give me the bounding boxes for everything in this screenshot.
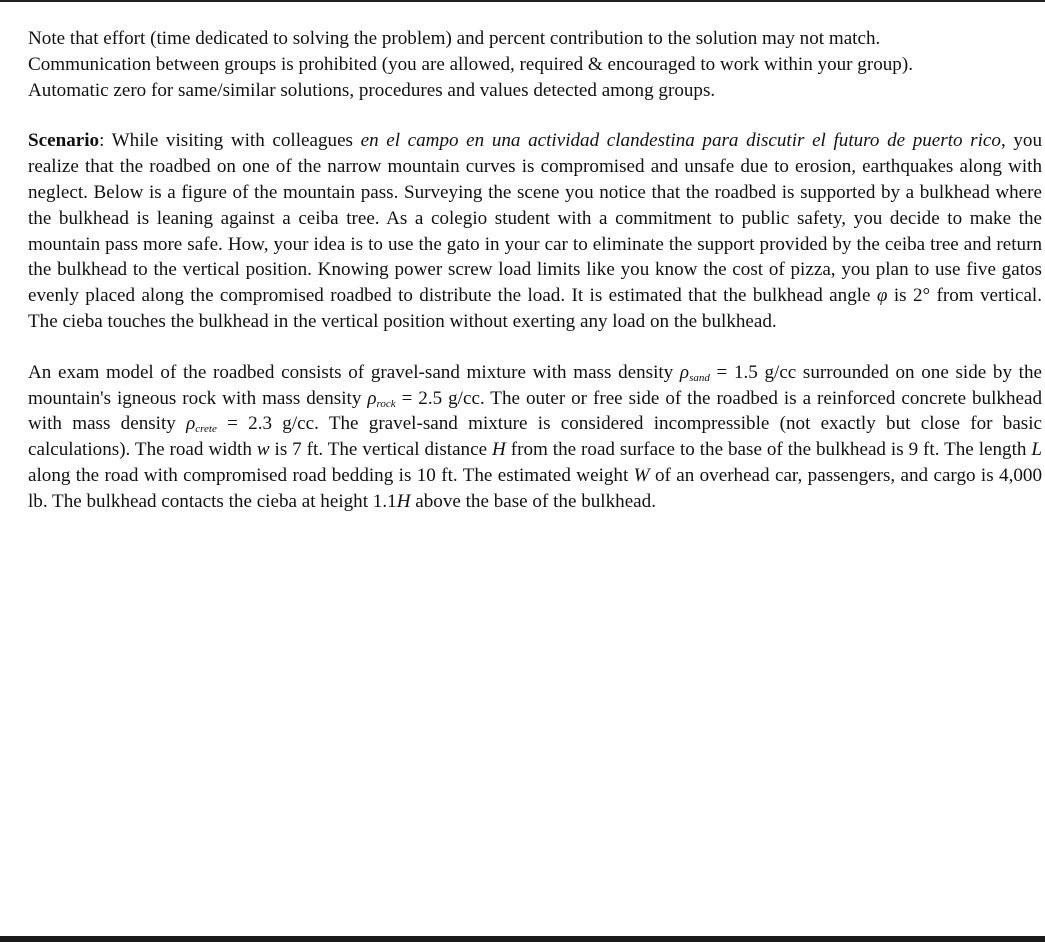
W-variable: W xyxy=(633,464,650,486)
rho-crete-symbol: ρ xyxy=(186,413,196,435)
model-text-3: = 2.5 g/cc. The outer or free side of the roadbed is a reinforced concrete bulkhead with mass density xyxy=(28,387,1043,435)
scenario-text-3: is 2° from vertical. The cieba touches the bulkhead in the vertical position without exerting any load on the bulkhead. xyxy=(28,285,1042,332)
bottom-border-line xyxy=(0,936,1045,942)
scenario-text-1: While visiting with colleagues xyxy=(104,130,361,152)
scenario-colon: : xyxy=(99,130,105,152)
rho-sand-symbol: ρ xyxy=(679,361,690,383)
note-line-automatic-zero: Automatic zero for same/similar solutions, procedures and values detected among groups. xyxy=(28,79,716,101)
model-text-8: of an overhead car, passengers, and cargo is 4,000 lb. The bulkhead contacts the cieba at height 1.1 xyxy=(28,464,1042,512)
scenario-text-2: , you realize that the roadbed on one of the narrow mountain curves is compromised and unsafe due to erosion, earthquakes along with neglect. Below is a figure of the mountain pass. Surveying the scene you notice that the roadbed is supported by a bulkhead where the bulkhead is leaning against a ceiba tree. As a colegio student with a commitment to public safety, you decide to make the mountain pass more safe. How, your idea is to use the gato in your car to eliminate the support provided by the ceiba tree and return the bulkhead to the vertical position. Knowing power screw load limits like you know the cost of pizza, you plan to use five gatos evenly placed along the compromised roadbed to distribute the load. It is estimated that the bulkhead angle xyxy=(28,130,1042,307)
rho-rock-subscript: rock xyxy=(376,397,396,410)
problem-document xyxy=(28,26,1042,515)
H-variable: H xyxy=(492,439,506,461)
H-variable-contact: H xyxy=(396,490,411,512)
note-line-communication: Communication between groups is prohibited (you are allowed, required & encouraged to work within your group). xyxy=(28,53,913,75)
model-text-7: along the road with compromised road bedding is 10 ft. The estimated weight xyxy=(28,464,634,486)
rho-sand-subscript: sand xyxy=(689,371,710,384)
notes-paragraph xyxy=(28,26,1042,103)
scenario-label: Scenario xyxy=(28,130,100,152)
model-text-2: = 1.5 g/cc surrounded on one side by the mountain's igneous rock with mass density xyxy=(28,361,1042,409)
model-text-9: above the base of the bulkhead. xyxy=(410,490,656,512)
w-variable: w xyxy=(256,439,270,461)
L-variable: L xyxy=(1031,439,1042,461)
scenario-spanish-phrase: en el campo en una actividad clandestina para discutir el futuro de puerto rico xyxy=(360,130,1001,152)
scenario-paragraph xyxy=(28,128,1042,334)
model-text-1: An exam model of the roadbed consists of gravel-sand mixture with mass density xyxy=(28,361,680,383)
top-border-line xyxy=(0,0,1045,2)
model-text-5: is 7 ft. The vertical distance xyxy=(269,439,492,461)
model-text-4: = 2.3 g/cc. The gravel-sand mixture is considered incompressible (not exactly but close for basic calculations). The road width xyxy=(28,413,1042,461)
rho-rock-symbol: ρ xyxy=(367,387,377,409)
rho-crete-subscript: crete xyxy=(195,423,217,436)
phi-symbol: φ xyxy=(876,285,888,307)
model-text-6: from the road surface to the base of the bulkhead is 9 ft. The length xyxy=(505,439,1032,461)
note-line-effort: Note that effort (time dedicated to solving the problem) and percent contribution to the solution may not match. xyxy=(28,28,881,49)
model-paragraph xyxy=(28,360,1042,515)
